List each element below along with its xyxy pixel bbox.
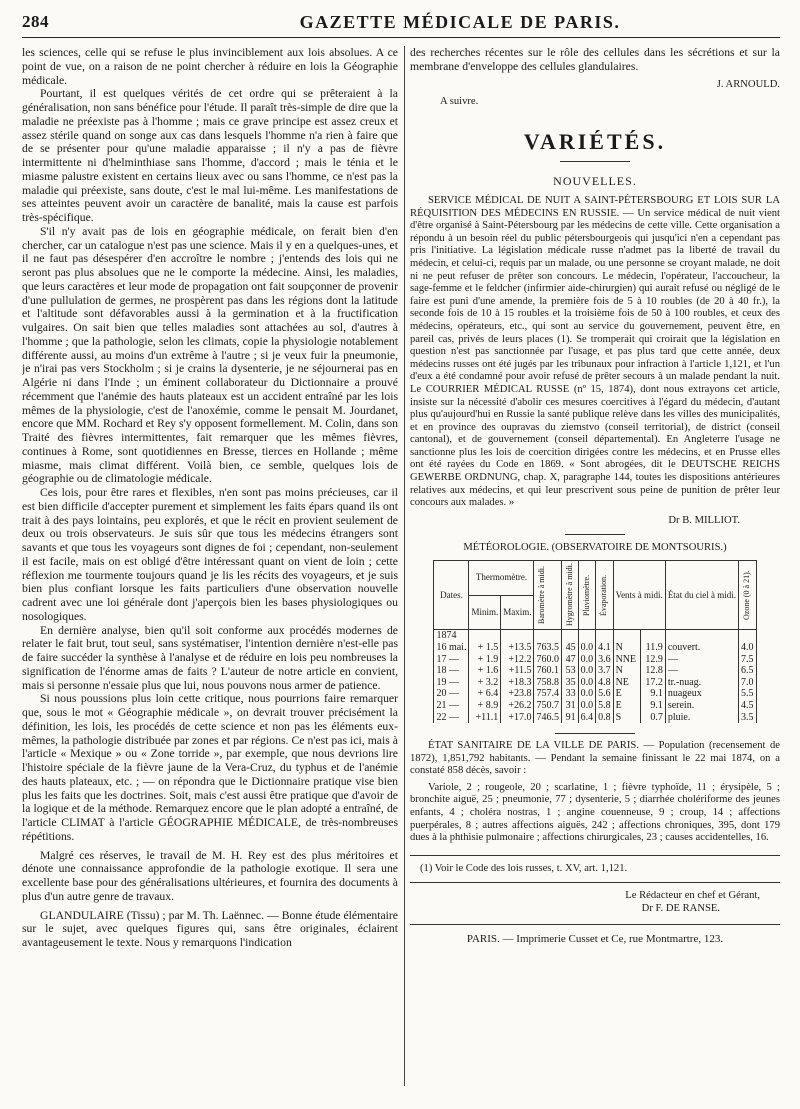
meteo-cell-min: + 6.4 [469,688,501,700]
meteo-cell-evap: 0.8 [596,712,614,724]
meteo-cell-ciel: serein. [665,700,738,712]
section-rule [560,161,630,162]
right-top-paragraph: des recherches récentes sur le rôle des cellules dans les sécrétions et sur la membrane d'enveloppe des cellules glandulaires. [410,46,780,73]
meteo-cell-hygro: 31 [561,700,578,712]
th-minim: Minim. [469,595,501,630]
editor-name: Dr F. DE RANSE. [641,903,720,915]
meteo-cell-max: +17.0 [501,712,534,724]
editor-line: Le Rédacteur en chef et Gérant, [625,889,760,901]
meteo-cell-evap: 4.1 [596,642,614,654]
meteo-row [434,654,756,666]
meteo-cell-date: 22 — [434,712,469,724]
meteo-cell-date: 16 mai. [434,642,469,654]
meteo-cell-evap: 3.7 [596,665,614,677]
meteo-cell-date: 18 — [434,665,469,677]
meteo-cell-evap: 4.8 [596,677,614,689]
meteo-cell-baro: 746.5 [534,712,562,724]
meteo-cell-hygro: 33 [561,688,578,700]
meteo-rule [565,534,625,535]
meteo-cell-max: +12.2 [501,654,534,666]
meteo-cell-baro: 760.0 [534,654,562,666]
meteo-cell-vent-dir: NNE [613,654,641,666]
editor-rule [410,882,780,883]
meteo-cell-ozone: 5.5 [739,688,757,700]
th-barometre [534,561,562,630]
meteo-cell-date: 20 — [434,688,469,700]
right-column [410,46,780,1102]
meteo-cell-vent-val: 0.7 [641,712,665,724]
meteo-cell-max: +11.5 [501,665,534,677]
meteo-cell-pluvio: 0.0 [578,700,596,712]
etat-sanitaire-intro: ÉTAT SANITAIRE DE LA VILLE DE PARIS. — Population (recensement de 1872), 1,851,792 habitants. — Pendant la semaine finissant le 22 mai 1874, on a constaté 858 décès, savoir : [410,740,780,777]
footnote: (1) Voir le Code des lois russes, t. XV, art. 1,121. [420,862,628,874]
meteo-cell-vent-dir: N [613,665,641,677]
meteo-cell-hygro: 45 [561,642,578,654]
meteo-cell-vent-val: 12.9 [641,654,665,666]
meteo-cell-min: +11.1 [469,712,501,724]
meteo-cell-max: +18.3 [501,677,534,689]
meteo-row [434,688,756,700]
a-suivre: A suivre. [440,96,479,108]
meteo-cell-ciel: nuageux [665,688,738,700]
meteo-cell-baro: 760.1 [534,665,562,677]
th-pluviometre [578,561,596,630]
meteo-cell-date: 17 — [434,654,469,666]
meteo-cell-ciel: — [665,665,738,677]
th-barometre-label: Baromètre à midi. [537,566,547,625]
meteo-cell-ozone: 7.0 [739,677,757,689]
meteo-row [434,642,756,654]
left-paragraph-8: GLANDULAIRE (Tissu) ; par M. Th. Laënnec. — Bonne étude élémentaire sur le sujet, avec quelques figures qui, sans être originales, éclairent avantageusement le texte. Nous y remarquons l'indication [22,908,398,949]
meteo-cell-ciel: pluie. [665,712,738,724]
meteo-cell-vent-dir: S [613,712,641,724]
milliot-signature: Dr B. MILLIOT. [668,514,740,526]
meteo-cell-ciel: — [665,654,738,666]
meteo-cell-hygro: 91 [561,712,578,724]
meteo-cell-min: + 8.9 [469,700,501,712]
left-column [22,46,398,1102]
meteo-cell-evap: 5.8 [596,700,614,712]
meteo-cell-max: +23.8 [501,688,534,700]
left-paragraph-1: les sciences, celle qui se refuse le plus invinciblement aux lois absolues. A ce point de vue, on a raison de ne point chercher à réduire en lois la Géographie médicale. [22,46,398,87]
meteo-cell-hygro: 35 [561,677,578,689]
meteo-cell-max: +26.2 [501,700,534,712]
th-etat-ciel: État du ciel à midi. [665,561,738,630]
meteo-row [434,700,756,712]
meteo-cell-vent-val: 11.9 [641,642,665,654]
header-rule [22,37,780,38]
meteo-cell-vent-val: 9.1 [641,688,665,700]
meteo-table [433,560,756,723]
arnould-signature: J. ARNOULD. [716,78,780,90]
left-paragraph-3: S'il n'y avait pas de lois en géographie médicale, on ferait bien d'en chercher, car un catalogue n'est pas une science. Mais il y en a quelques-unes, et il ne faut pas désespérer d'en accroître le nombre ; j'entends des lois qui ne seront pas plus absolues que ne le comporte la médecine. Ainsi, les maladies, que leurs caractères et leur mode de propagation ont fait soupçonner de provenir d'une pullulation de germes, ne prospèrent pas dans les régions dont la latitude et l'altitude sont défavorables aussi à la germination et à la fructification vulgaires. On sait bien que telles maladies sont attachées au sol, d'autres à l'homme ; que la pathologie, selon les climats, copie la physiologie notablement différente aussi, au moins d'un extrême à l'autre ; si je veux fuir la pneumonie, je n'irai pas vers Stockholm ; si je crains la dysenterie, je ne séjournerai pas en Algérie ni dans l'Inde ; un éminent collaborateur du Dictionnaire a prouvé récemment que l'anémie des hauts plateaux est un accident entraîné par les lois mêmes de la physiologie, c'est de l'anoxémie, comme le pensait M. Jourdanet, encore que MM. Rochard et Rey s'y opposent formellement. M. Colin, dans son Traité des fièvres intermittentes, fait remarquer que les mêmes fièvres, continues à Rome, sont quotidiennes en Bresse, tierces en Hollande ; même miasme, mais climat différent. Voilà bien, ce semble, quelques lois de géographie ou de climatologie médicale. [22,224,398,486]
meteo-cell-vent-dir: N [613,642,641,654]
th-maxim: Maxim. [501,595,534,630]
meteo-cell-pluvio: 0.0 [578,688,596,700]
meteo-cell-pluvio: 0.0 [578,654,596,666]
meteo-cell-pluvio: 0.0 [578,642,596,654]
meteo-title: MÉTÉOROLOGIE. (OBSERVATOIRE DE MONTSOURIS.) [463,541,727,553]
printer-line: PARIS. — Imprimerie Cusset et Ce, rue Montmartre, 123. [466,933,724,946]
th-thermometre: Thermomètre. [469,561,534,596]
meteo-cell-pluvio: 6.4 [578,712,596,724]
th-ozone-label: Ozone (0 à 21). [742,570,752,621]
meteo-cell-ozone: 4.0 [739,642,757,654]
meteo-cell-min: + 3.2 [469,677,501,689]
meteo-cell-hygro: 53 [561,665,578,677]
printer-rule [410,924,780,925]
nouvelles-article: SERVICE MÉDICAL DE NUIT A SAINT-PÉTERSBOURG ET LOIS SUR LA RÉQUISITION DES MÉDECINS EN RUSSIE. — Un service médical de nuit vient d'être organisé à Saint-Pétersbourg par les médecins de cette ville. Cette organisation a répondu à un besoin réel du public pétersbourgeois qui jusqu'ici n'en a cependant pas pris l'initiative. La législation médicale russe n'admet pas la liberté de travail du médecin, et celui-ci, requis par un malade, ou une personne se croyant malade, ne doit ni ne peut refuser de prêter son concours. Le médecin, l'opérateur, l'accoucheur, la sage-femme et le feldcher (infirmier aide-chirurgien) qui aurait refusé ou négligé de le faire est puni d'une amende, la première fois de 5 à 10 roubles (de 20 à 40 fr.), la seconde fois de 10 à 15 roubles et la troisième fois de 50 à 100 roubles, et ceux des médecins, opérateurs, etc., qui sont au service du gouvernement, peuvent être, en pareil cas, privés de leurs places (1). Se tromperait qui croirait que la législation en question n'est pas sanctionnée par l'usage, et pas plus tard que cette année, deux médecins russes ont été jugés par les tribunaux pour infraction à l'article 1,121, et l'un d'eux a été condamné pour avoir refusé de prêter secours à un malade pendant la nuit. Le COURRIER MÉDICAL RUSSE (nº 15, 1874), dont nous extrayons cet article, insiste sur la nécessité d'abolir ces mesures coercitives à l'égard du médecin, d'autant plus qu'aujourd'hui en Russie la santé publique relève dans les villes des municipalités, et en province des oupravas du ziemstvo (conseil territorial), de district (conseil cantonal), et de gouvernement (conseil départemental). En Angleterre l'usage ne sanctionne plus les lois de coercition dirigées contre les médecins, et en Prusse elles ont été rayées du Code en 1869. « Sont abrogées, dit le DEUTSCHE REICHS GEWERBE ORDNUNG, chap. X, paragraphe 144, toutes les dispositions antérieures relatives aux médecins, et qui leur prescrivent sous peine de punition de prêter leur concours aux malades. » [410,195,780,509]
meteo-row [434,665,756,677]
etat-rule [555,733,635,734]
subsection-title-nouvelles: NOUVELLES. [553,174,637,188]
meteo-cell-vent-val: 17.2 [641,677,665,689]
meteo-row [434,712,756,724]
th-vents: Vents à midi. [613,561,665,630]
footnote-rule [410,855,780,856]
meteo-year: 1874 [434,630,469,642]
th-dates: Dates. [434,561,469,630]
th-evaporation-label: Évaporation. [599,574,609,616]
meteo-cell-vent-val: 9.1 [641,700,665,712]
meteo-cell-hygro: 47 [561,654,578,666]
meteo-cell-ciel: couvert. [665,642,738,654]
th-hygrometre-label: Hygromètre à midi. [564,563,574,627]
meteo-cell-evap: 3.6 [596,654,614,666]
meteo-cell-pluvio: 0.0 [578,677,596,689]
meteo-cell-evap: 5.6 [596,688,614,700]
section-title-varietes: VARIÉTÉS. [523,129,667,154]
meteo-cell-ciel: tr.-nuag. [665,677,738,689]
th-hygrometre [561,561,578,630]
meteo-cell-min: + 1.5 [469,642,501,654]
th-pluviometre-label: Pluviomètre. [581,574,591,616]
meteo-cell-baro: 750.7 [534,700,562,712]
meteo-cell-baro: 757.4 [534,688,562,700]
left-paragraph-5: En dernière analyse, bien qu'il soit conforme aux procédés modernes de relater le fait brut, tout seul, sans systématiser, l'intention dernière n'est-elle pas de faire succéder la synthèse à l'analyse et de réduire en lois peu nombreuses la signification de l'énorme amas de faits ? L'auteur de notre article en convient, mais si personne n'essaie plus que lui, nous pouvons nous armer de patience. [22,623,398,692]
meteo-cell-vent-val: 12.8 [641,665,665,677]
meteo-cell-min: + 1.9 [469,654,501,666]
page-number: 284 [22,12,49,31]
meteo-cell-max: +13.5 [501,642,534,654]
meteo-row [434,677,756,689]
journal-title: GAZETTE MÉDICALE DE PARIS. [299,12,621,32]
th-evaporation [596,561,614,630]
etat-sanitaire-list: Variole, 2 ; rougeole, 20 ; scarlatine, 1 ; fièvre typhoïde, 11 ; érysipèle, 5 ; bronchite aiguë, 25 ; pneumonie, 77 ; dysenterie, 5 ; diarrhée cholériforme des jeunes enfants, 4 ; choléra nostras, 1 ; angine couenneuse, 9 ; croup, 14 ; affections puerpérales, 8 ; autres affections aiguës, 242 ; affections chroniques, 395, dont 179 dues à la phthisie pulmonaire ; affections chirurgicales, 23 ; causes accidentelles, 16. [410,781,780,844]
th-ozone [739,561,757,630]
meteo-cell-pluvio: 0.0 [578,665,596,677]
meteo-cell-date: 19 — [434,677,469,689]
meteo-cell-vent-dir: E [613,688,641,700]
meteo-cell-baro: 758.8 [534,677,562,689]
meteo-cell-ozone: 6.5 [739,665,757,677]
meteo-cell-date: 21 — [434,700,469,712]
meteo-cell-vent-dir: E [613,700,641,712]
column-divider [404,46,405,1086]
left-paragraph-4: Ces lois, pour être rares et flexibles, n'en sont pas moins précieuses, car il est bien difficile d'accepter purement et simplement les faits épars quand ils ont trait à des pays lointains, peu explorés, et que le récit en provient seulement de deux ou trois observateurs. Je suis sûr que tous les médecins étrangers sont savants et que tous les voyageurs sont dignes de foi ; cependant, non-seulement il est facile, mais on est obligé d'être intéressant quant on vient de loin ; cette réflexion me tourmente toujours quand je lis les récits des voyageurs, et je suis bien plus confiant lorsque les faits particuliers d'une observation nouvelle cadrent avec une loi générale dont j'aperçois bien les bases physiologiques ou nosologiques. [22,486,398,623]
meteo-cell-ozone: 4.5 [739,700,757,712]
meteo-cell-baro: 763.5 [534,642,562,654]
left-paragraph-7: Malgré ces réserves, le travail de M. H. Rey est des plus méritoires et dénote une connaissance approfondie de la pathologie exotique. Il sera une excellente base pour des généralisations ultérieures, et fournira des documents à plus d'un autre genre de travaux. [22,848,398,903]
left-paragraph-6: Si nous poussions plus loin cette critique, nous pourrions faire remarquer que, sous le mot « Géographie médicale », on devrait trouver précisément la définition, les lois, les procédés de cette science et non pas les éléments eux-mêmes, la pathologie distribuée par zones et par régions. Ce n'est pas ici, mais à l'article « Mexique » ou « Zone torride », par exemple, que nous devrions lire l'histoire spéciale de la fièvre jaune de la Vera-Cruz, du typhus et de l'anémie des hauts plateaux, etc. ; — on répondra que le Dictionnaire pratique vise bien plus les faits que les doctrines. Soit, mais c'est aussi être pratique que d'avoir de la logique et de la méthode. Remarquez encore que le plan adopté a entraîné, de l'article CLIMAT à l'article GÉOGRAPHIE MÉDICALE, de très-nombreuses répétitions. [22,692,398,843]
meteo-cell-ozone: 7.5 [739,654,757,666]
meteo-cell-min: + 1.6 [469,665,501,677]
left-paragraph-2: Pourtant, il est quelques vérités de cet ordre qui se prêteraient à la généralisation, non sans bénéfice pour l'étude. Il paraît très-simple de dire que la maladie ne préexiste pas à l'homme ; mais ce grave principe est assez creux et assez stérile quand on songe aux cas dans lesquels l'homme n'a rien à faire que de se présenter pour qu'une maladie apparaisse ; il n'y a pas de fièvre intermittente ni d'helminthiase sans l'homme, d'accord ; mais le ténia et le miasme palustre existent en certains lieux avec ou sans l'homme, ce n'est pas la maladie qui préexiste, sans doute, c'est le mal lui-même. Les manifestations de ses atteintes peuvent avoir un caractère de banalité, mais la cause est parfois très-spécifique. [22,87,398,224]
meteo-cell-vent-dir: NE [613,677,641,689]
meteo-cell-ozone: 3.5 [739,712,757,724]
